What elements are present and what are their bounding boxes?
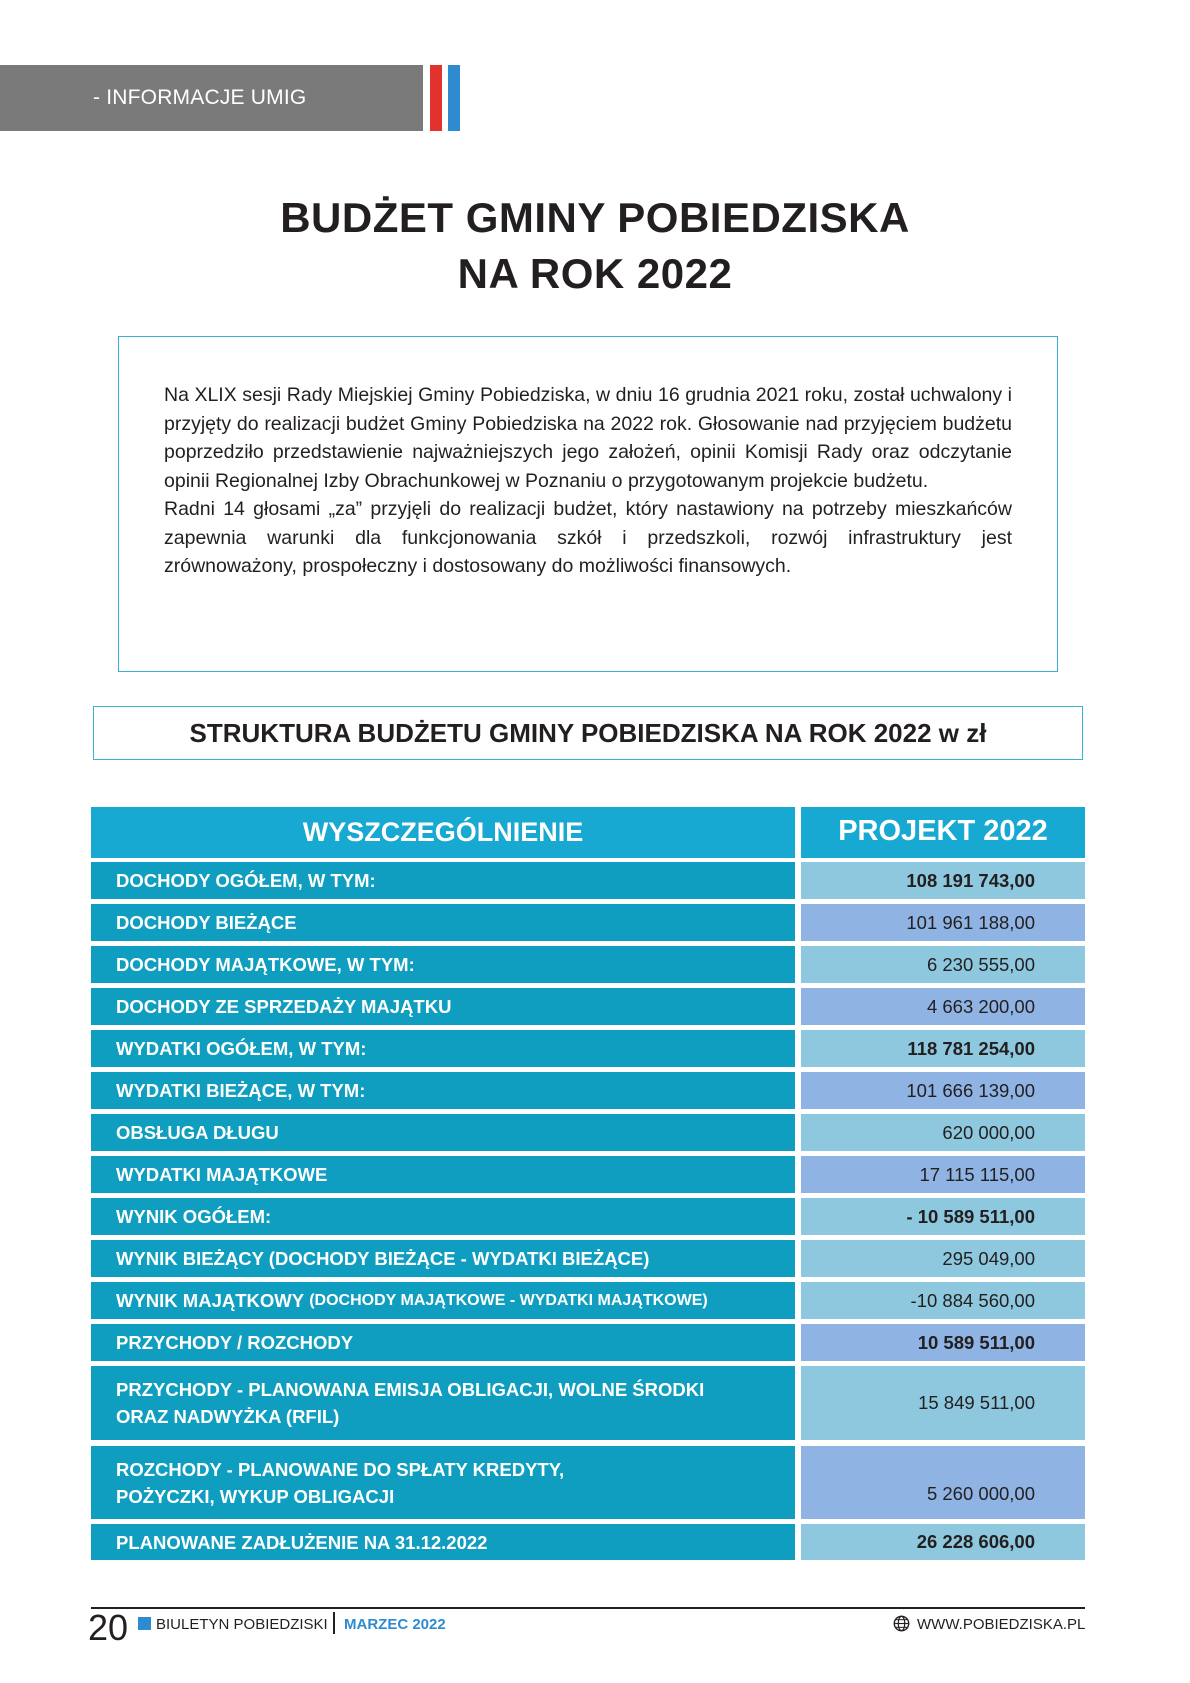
table-row xyxy=(91,946,1085,983)
row-label: WYNIK OGÓŁEM: xyxy=(91,1198,795,1235)
row-label-line-2: POŻYCZKI, WYKUP OBLIGACJI xyxy=(116,1485,395,1507)
table-row xyxy=(91,988,1085,1025)
table-row xyxy=(91,1198,1085,1235)
row-value: 108 191 743,00 xyxy=(801,862,1085,899)
row-label: DOCHODY MAJĄTKOWE, W TYM: xyxy=(91,946,795,983)
website-link[interactable]: WWW.POBIEDZISKA.PL xyxy=(917,1616,1086,1633)
page-number: 20 xyxy=(88,1607,129,1648)
row-value: -10 884 560,00 xyxy=(801,1282,1085,1319)
row-value: 620 000,00 xyxy=(801,1114,1085,1151)
row-value: - 10 589 511,00 xyxy=(801,1198,1085,1235)
row-label: DOCHODY OGÓŁEM, W TYM: xyxy=(91,862,795,899)
row-value: 4 663 200,00 xyxy=(801,988,1085,1025)
blue-stripe xyxy=(448,65,460,131)
budget-table xyxy=(91,807,1085,1560)
table-row xyxy=(91,904,1085,941)
intro-box xyxy=(118,336,1058,672)
square-icon xyxy=(138,1617,151,1630)
title-line-2: NA ROK 2022 xyxy=(457,250,733,297)
row-value: 26 228 606,00 xyxy=(801,1524,1085,1560)
header-cell-project: PROJEKT 2022 xyxy=(801,807,1085,858)
table-row xyxy=(91,1072,1085,1109)
row-label xyxy=(91,1282,795,1319)
globe-icon xyxy=(893,1615,910,1632)
row-label-paren: (DOCHODY MAJĄTKOWE - WYDATKI MAJĄTKOWE) xyxy=(309,1292,708,1309)
row-label: WYDATKI BIEŻĄCE, W TYM: xyxy=(91,1072,795,1109)
section-tab xyxy=(0,65,423,131)
row-label: DOCHODY ZE SPRZEDAŻY MAJĄTKU xyxy=(91,988,795,1025)
row-label: DOCHODY BIEŻĄCE xyxy=(91,904,795,941)
structure-heading: STRUKTURA BUDŻETU GMINY POBIEDZISKA NA ROK 2022 w zł xyxy=(189,717,987,748)
row-label-line-1: PRZYCHODY - PLANOWANA EMISJA OBLIGACJI, WOLNE ŚRODKI xyxy=(116,1379,705,1400)
row-label-main: WYNIK MAJĄTKOWY xyxy=(116,1290,305,1311)
row-label-line-1: ROZCHODY - PLANOWANE DO SPŁATY KREDYTY, xyxy=(116,1458,565,1480)
table-row xyxy=(91,1114,1085,1151)
issue-date: MARZEC 2022 xyxy=(344,1616,446,1633)
row-label: WYDATKI OGÓŁEM, W TYM: xyxy=(91,1030,795,1067)
row-value: 295 049,00 xyxy=(801,1240,1085,1277)
table-row xyxy=(91,862,1085,899)
structure-heading-box xyxy=(93,706,1083,760)
row-value: 118 781 254,00 xyxy=(801,1030,1085,1067)
row-label-line-2: ORAZ NADWYŻKA (RFIL) xyxy=(116,1406,340,1427)
header-cell-description: WYSZCZEGÓLNIENIE xyxy=(91,807,795,858)
intro-paragraph-2: Radni 14 głosami „za” przyjęli do realizacji budżet, który nastawiony na potrzeby mieszkańców zapewnia warunki dla funkcjonowania szkół i przedszkoli, rozwój infrastruktury jest zrównoważony, prospołeczny i dostosowany do możliwości finansowych. xyxy=(164,498,1012,577)
title-line-1: BUDŻET GMINY POBIEDZISKA xyxy=(280,194,910,241)
row-value: 101 666 139,00 xyxy=(801,1072,1085,1109)
table-row xyxy=(91,1240,1085,1277)
table-header-row xyxy=(91,807,1085,858)
table-row xyxy=(91,1446,1085,1519)
row-label xyxy=(91,1446,795,1519)
row-value: 17 115 115,00 xyxy=(801,1156,1085,1193)
intro-paragraph-1: Na XLIX sesji Rady Miejskiej Gminy Pobiedziska, w dniu 16 grudnia 2021 roku, został uchwalony i przyjęty do realizacji budżet Gminy Pobiedziska na 2022 rok. Głosowanie nad przyjęciem budżetu poprzedziło przedstawienie najważniejszych jego założeń, opinii Komisji Rady oraz odczytanie opinii Regionalnej Izby Obrachunkowej w Poznaniu o przygotowanym projekcie budżetu. xyxy=(164,384,1012,492)
row-value: 15 849 511,00 xyxy=(801,1366,1085,1440)
table-row xyxy=(91,1324,1085,1361)
page-title xyxy=(0,190,1190,302)
row-value: 10 589 511,00 xyxy=(801,1324,1085,1361)
publication-name: BIULETYN POBIEDZISKI xyxy=(156,1616,328,1633)
table-row xyxy=(91,1524,1085,1560)
row-value: 101 961 188,00 xyxy=(801,904,1085,941)
table-row xyxy=(91,1156,1085,1193)
row-label: WYDATKI MAJĄTKOWE xyxy=(91,1156,795,1193)
table-row xyxy=(91,1366,1085,1440)
row-label: OBSŁUGA DŁUGU xyxy=(91,1114,795,1151)
footer-separator xyxy=(333,1612,335,1634)
table-row xyxy=(91,1030,1085,1067)
row-value: 6 230 555,00 xyxy=(801,946,1085,983)
row-label xyxy=(91,1366,795,1440)
row-label: PRZYCHODY / ROZCHODY xyxy=(91,1324,795,1361)
row-value: 5 260 000,00 xyxy=(801,1446,1085,1519)
table-row xyxy=(91,1282,1085,1319)
red-stripe xyxy=(430,65,442,131)
section-label: - INFORMACJE UMIG xyxy=(93,86,307,109)
row-label: PLANOWANE ZADŁUŻENIE NA 31.12.2022 xyxy=(91,1524,795,1560)
footer-rule xyxy=(91,1607,1085,1609)
row-label: WYNIK BIEŻĄCY (DOCHODY BIEŻĄCE - WYDATKI BIEŻĄCE) xyxy=(91,1240,795,1277)
